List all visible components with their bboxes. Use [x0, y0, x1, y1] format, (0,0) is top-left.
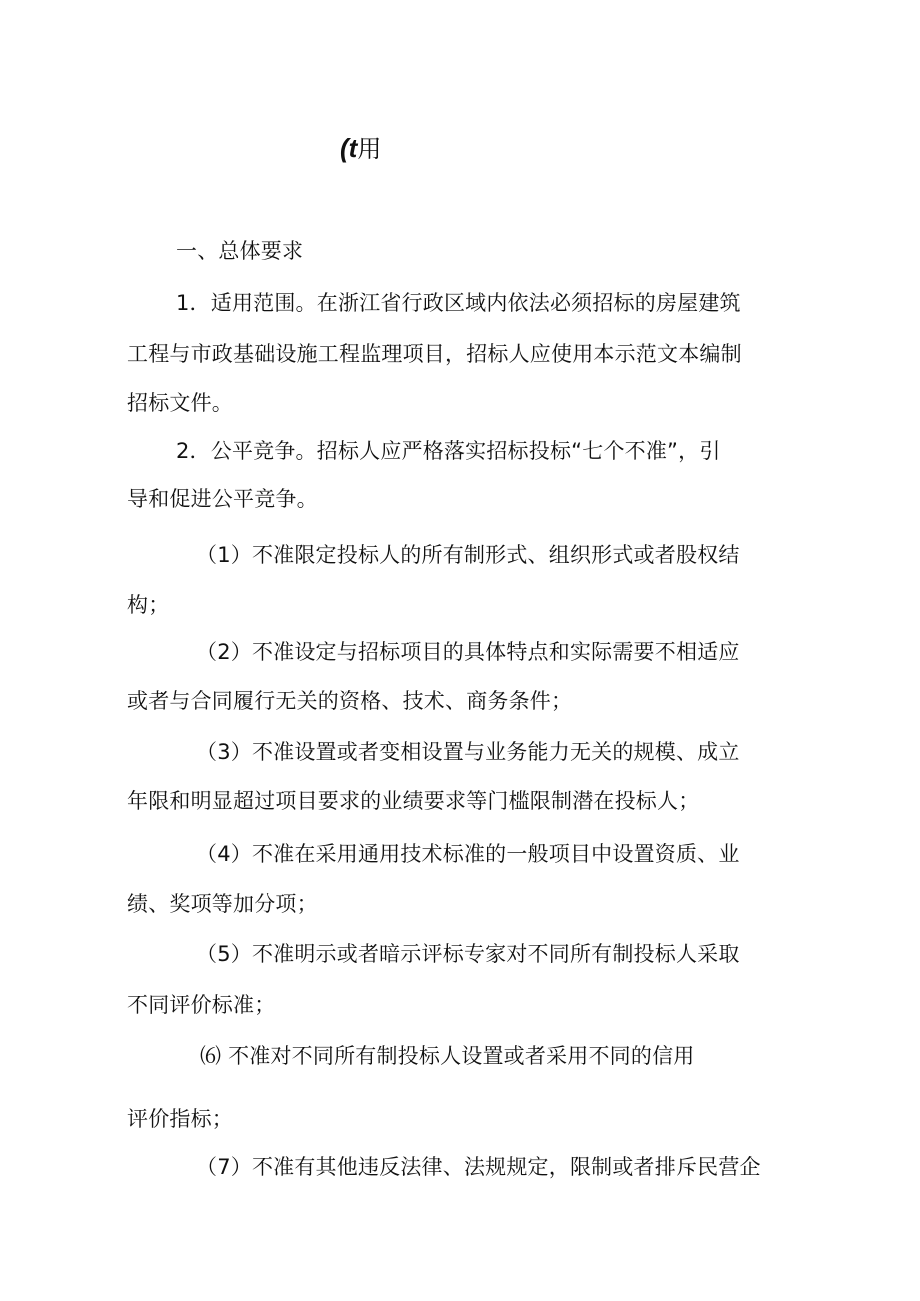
paragraph-line: 2．公平竞争。招标人应严格落实招标投标“七个不准”，引	[176, 439, 721, 463]
paragraph-line: 1．适用范围。在浙江省行政区域内依法必须招标的房屋建筑	[176, 291, 741, 315]
paragraph-line: 招标文件。	[127, 391, 233, 415]
list-item-line: 不同评价标准；	[127, 993, 276, 1017]
title-suffix: 用	[357, 135, 382, 163]
paragraph-line: 导和促进公平竞争。	[127, 487, 318, 511]
list-item-line: （7）不准有其他违反法律、法规规定，限制或者排斥民营企	[196, 1155, 761, 1179]
list-item-line: （1）不准限定投标人的所有制形式、组织形式或者股权结	[196, 543, 740, 567]
list-item-line: （5）不准明示或者暗示评标专家对不同所有制投标人采取	[196, 942, 740, 966]
list-item-line: （3）不准设置或者变相设置与业务能力无关的规模、成立	[196, 740, 740, 764]
list-item-line: （4）不准在采用通用技术标准的一般项目中设置资质、业	[196, 842, 740, 866]
title-prefix: (t	[340, 133, 358, 163]
paragraph-line: 工程与市政基础设施工程监理项目，招标人应使用本示范文本编制	[127, 342, 742, 366]
list-item-line: 评价指标；	[127, 1107, 233, 1131]
document-title	[340, 132, 381, 165]
list-item-line: 绩、奖项等加分项；	[127, 892, 318, 916]
list-item-line: 或者与合同履行无关的资格、技术、商务条件；	[127, 689, 573, 713]
section-heading: 一、总体要求	[176, 239, 304, 263]
list-item-line: ⑹ 不准对不同所有制投标人设置或者采用不同的信用	[200, 1044, 695, 1068]
list-item-line: （2）不准设定与招标项目的具体特点和实际需要不相适应	[196, 640, 740, 664]
list-item-line: 年限和明显超过项目要求的业绩要求等门槛限制潜在投标人；	[127, 789, 700, 813]
list-item-line: 构；	[127, 593, 170, 617]
